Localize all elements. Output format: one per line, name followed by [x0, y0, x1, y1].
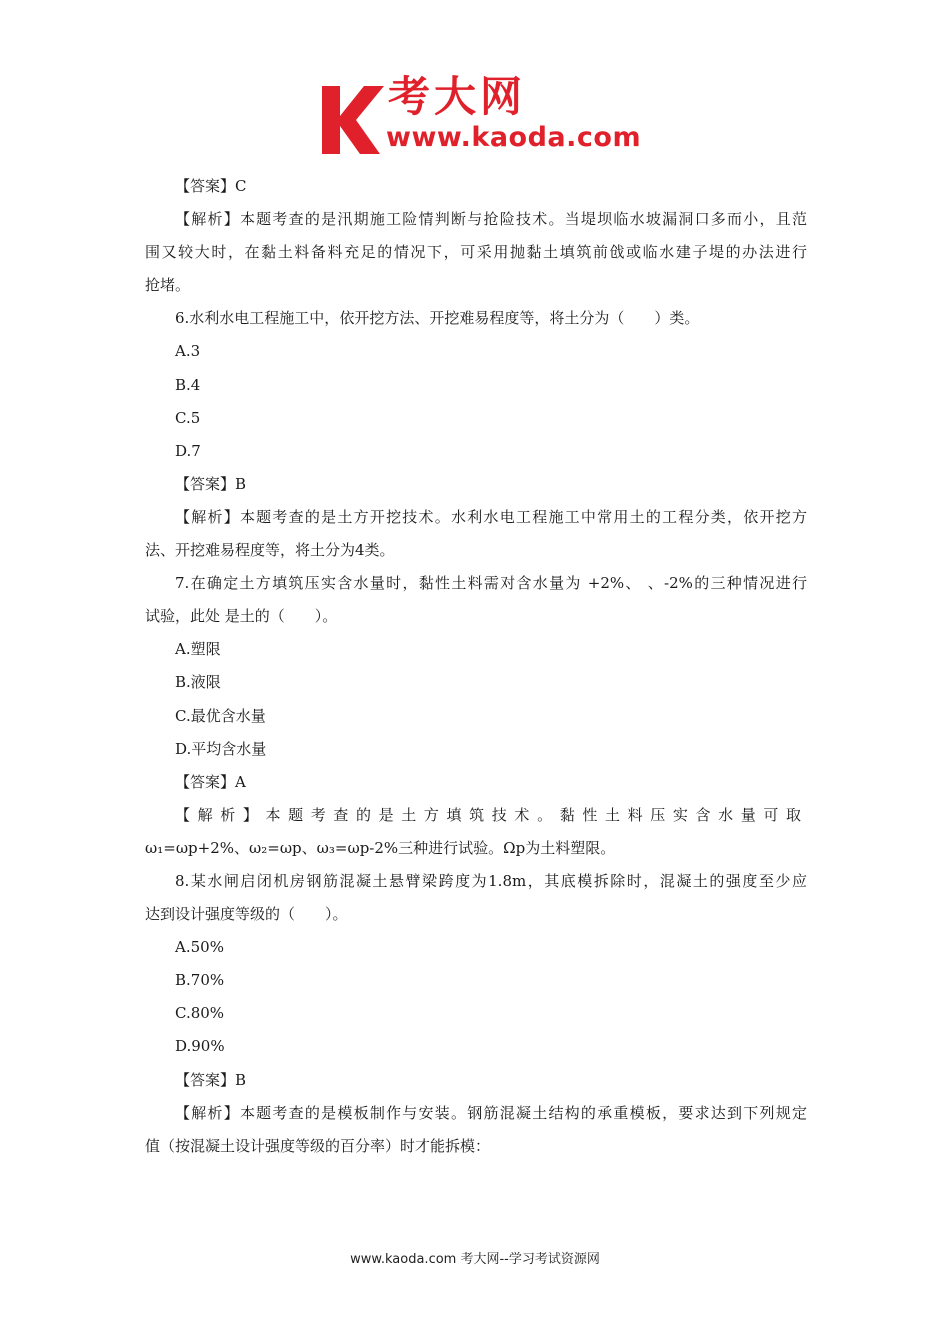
question-line: 8.某水闸启闭机房钢筋混凝土悬臂梁跨度为1.8m，其底模拆除时，混凝土的强度至少应 — [175, 871, 807, 890]
option-d: D.平均含水量 — [175, 739, 267, 758]
kaoda-logo — [318, 72, 642, 160]
k-logo-icon — [318, 80, 388, 160]
answer-line: 【答案】B — [175, 1070, 247, 1089]
analysis-line: ω₁=ωp+2%、ω₂=ωp、ω₃=ωp-2%三种进行试验。Ωp为土料塑限。 — [145, 838, 616, 857]
option-c: C.5 — [175, 408, 201, 427]
analysis-line: 抢堵。 — [145, 276, 191, 295]
analysis-line: 【解析】本题考查的是土方填筑技术。黏性土料压实含水量可取 — [175, 805, 807, 824]
option-d: D.90% — [175, 1037, 225, 1056]
option-d: D.7 — [175, 441, 201, 460]
page-footer: www.kaoda.com 考大网--学习考试资源网 — [350, 1252, 600, 1267]
option-a: A.50% — [175, 938, 224, 957]
analysis-line: 值（按混凝土设计强度等级的百分率）时才能拆模： — [145, 1136, 491, 1155]
analysis-line: 【解析】本题考查的是汛期施工险情判断与抢险技术。当堤坝临水坡漏洞口多而小，且范 — [175, 210, 807, 229]
question-line: 6.水利水电工程施工中，依开挖方法、开挖难易程度等，将土分为（ ）类。 — [175, 309, 700, 328]
logo-chinese-name: 考大网 — [388, 72, 527, 121]
analysis-line: 围又较大时，在黏土料备料充足的情况下，可采用抛黏土填筑前戗或临水建子堤的办法进行 — [145, 243, 807, 262]
analysis-line: 法、开挖难易程度等，将土分为4类。 — [145, 541, 395, 560]
analysis-line: 【解析】本题考查的是模板制作与安装。钢筋混凝土结构的承重模板，要求达到下列规定 — [175, 1103, 807, 1122]
question-line: 试验，此处 是土的（ ）。 — [145, 607, 338, 626]
analysis-line: 【解析】本题考查的是土方开挖技术。水利水电工程施工中常用土的工程分类，依开挖方 — [175, 507, 807, 526]
option-b: B.70% — [175, 971, 225, 990]
answer-line: 【答案】B — [175, 474, 247, 493]
document-body — [145, 170, 807, 1163]
option-a: A.3 — [175, 342, 201, 361]
option-a: A.塑限 — [175, 640, 221, 659]
logo-url: www.kaoda.com — [386, 122, 642, 153]
option-c: C.最优含水量 — [175, 706, 266, 725]
answer-line: 【答案】C — [175, 177, 247, 195]
option-b: B.4 — [175, 375, 201, 394]
question-line: 达到设计强度等级的（ ）。 — [145, 905, 348, 924]
question-line: 7.在确定土方填筑压实含水量时，黏性土料需对含水量为 +2%、 、-2%的三种情况进行 — [175, 574, 807, 593]
option-c: C.80% — [175, 1004, 225, 1023]
answer-line: 【答案】A — [175, 772, 246, 791]
option-b: B.液限 — [175, 673, 221, 692]
